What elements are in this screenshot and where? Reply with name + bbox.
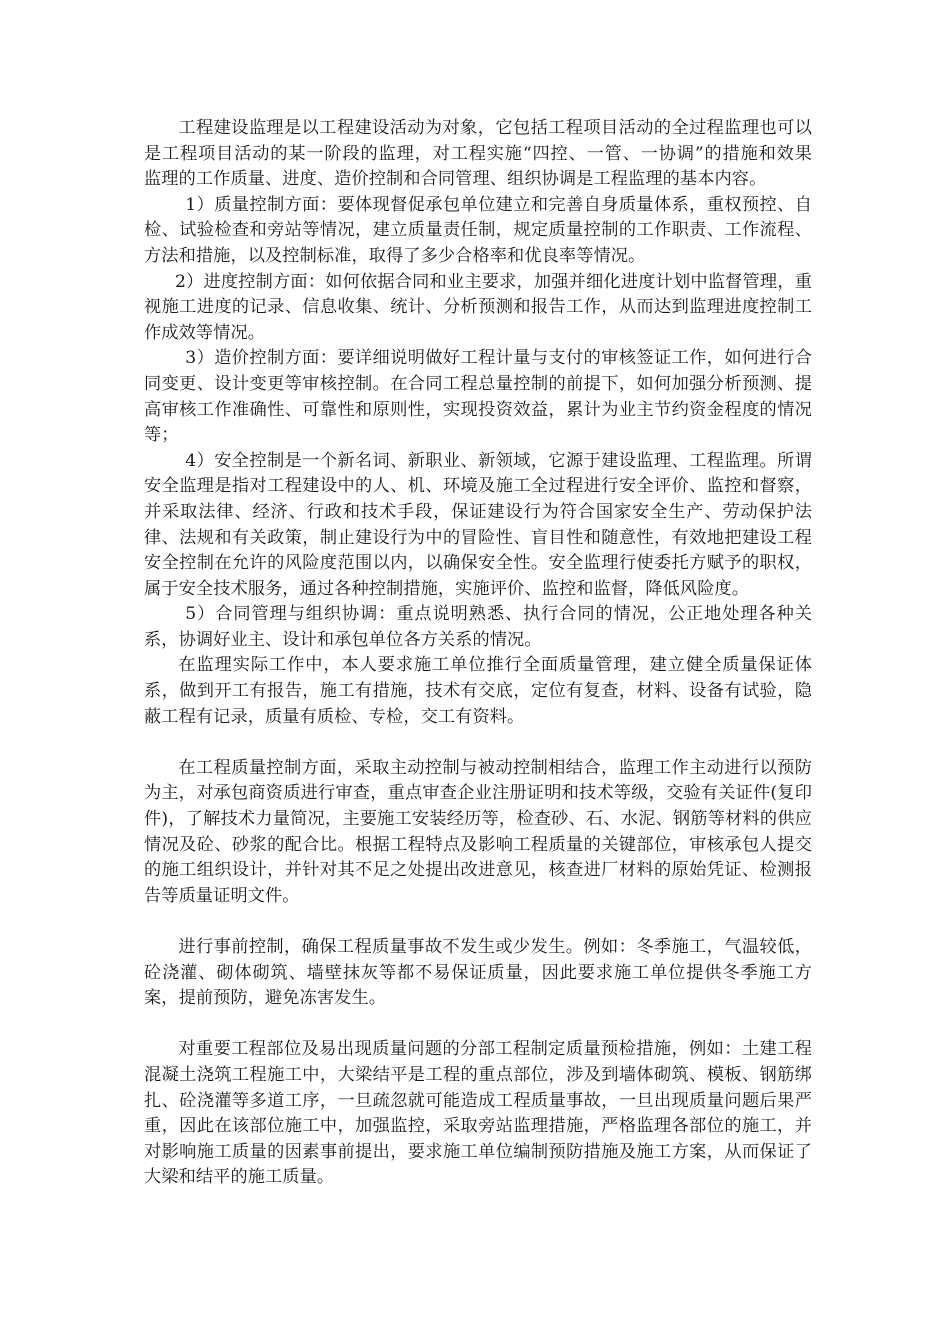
- paragraph-spacer: [144, 909, 812, 935]
- paragraph-contract-management: 5）合同管理与组织协调：重点说明熟悉、执行合同的情况，公正地处理各种关系，协调好业主、设计和承包单位各方关系的情况。: [144, 604, 812, 650]
- paragraph-spacer: [144, 730, 812, 756]
- paragraph-advance-control: 进行事前控制，确保工程质量事故不发生或少发生。例如：冬季施工，气温较低，砼浇灌、砌体砌筑、墙壁抹灰等都不易保证质量，因此要求施工单位提供冬季施工方案，提前预防，避免冻害发生。: [144, 937, 812, 1009]
- paragraph-safety-control: 4）安全控制是一个新名词、新职业、新领域，它源于建设监理、工程监理。所谓安全监理是指对工程建设中的人、机、环境及施工全过程进行安全评价、监控和督察，并采取法律、经济、行政和技术手段，保证建设行为符合国家安全生产、劳动保护法律、法规和有关政策，制止建设行为中的冒险性、盲目性和随意性，有效地把建设工程安全控制在允许的风险度范围以内，以确保安全性。安全监理行使委托方赋予的职权，属于安全技术服务，通过各种控制措施，实施评价、监控和监督，降低风险度。: [144, 450, 812, 599]
- paragraph-key-parts: 对重要工程部位及易出现质量问题的分部工程制定质量预检措施，例如：土建工程混凝土浇筑工程施工中，大梁结平是工程的重点部位，涉及到墙体砌筑、模板、钢筋绑扎、砼浇灌等多道工序，一旦疏忽就可能造成工程质量事故，一旦出现质量问题后果严重，因此在该部位施工中，加强监控，采取旁站监理措施，严格监理各部位的施工，并对影响施工质量的因素事前提出，要求施工单位编制预防措施及施工方案，从而保证了大梁和结平的施工质量。: [144, 1039, 812, 1188]
- paragraph-supervision-practice: 在监理实际工作中，本人要求施工单位推行全面质量管理，建立健全质量保证体系，做到开工有报告，施工有措施，技术有交底，定位有复查，材料、设备有试验，隐蔽工程有记录，质量有质检、专检，交工有资料。: [144, 655, 812, 727]
- paragraph-quality-measures: 在工程质量控制方面，采取主动控制与被动控制相结合，监理工作主动进行以预防为主，对承包商资质进行审查，重点审查企业注册证明和技术等级，交验有关证件(复印件)，了解技术力量简况，主要施工安装经历等，检查砂、石、水泥、钢筋等材料的供应情况及砼、砂浆的配合比。根据工程特点及影响工程质量的关键部位，审核承包人提交的施工组织设计，并针对其不足之处提出改进意见，核查进厂材料的原始凭证、检测报告等质量证明文件。: [144, 757, 812, 906]
- paragraph-spacer: [144, 1012, 812, 1038]
- document-body: [144, 116, 830, 1191]
- paragraph-intro: 工程建设监理是以工程建设活动为对象，它包括工程项目活动的全过程监理也可以是工程项目活动的某一阶段的监理，对工程实施“四控、一管、一协调”的措施和效果 监理的工作质量、进度、造价控制和合同管理、组织协调是工程监理的基本内容。: [144, 118, 830, 190]
- paragraph-cost-control: 3）造价控制方面：要详细说明做好工程计量与支付的审核签证工作，如何进行合同变更、设计变更等审核控制。在合同工程总量控制的前提下，如何加强分析预测、提高审核工作准确性、可靠性和原则性，实现投资效益，累计为业主节约资金程度的情况等；: [144, 348, 812, 446]
- paragraph-schedule-control: 2）进度控制方面：如何依据合同和业主要求，加强并细化进度计划中监督管理，重视施工进度的记录、信息收集、统计、分析预测和报告工作，从而达到监理进度控制工作成效等情况。: [144, 271, 812, 343]
- paragraph-quality-control: 1）质量控制方面：要体现督促承包单位建立和完善自身质量体系，重权预控、自检、试验检查和旁站等情况，建立质量责任制，规定质量控制的工作职责、工作流程、方法和措施，以及控制标准，取得了多少合格率和优良率等情况。: [144, 194, 812, 266]
